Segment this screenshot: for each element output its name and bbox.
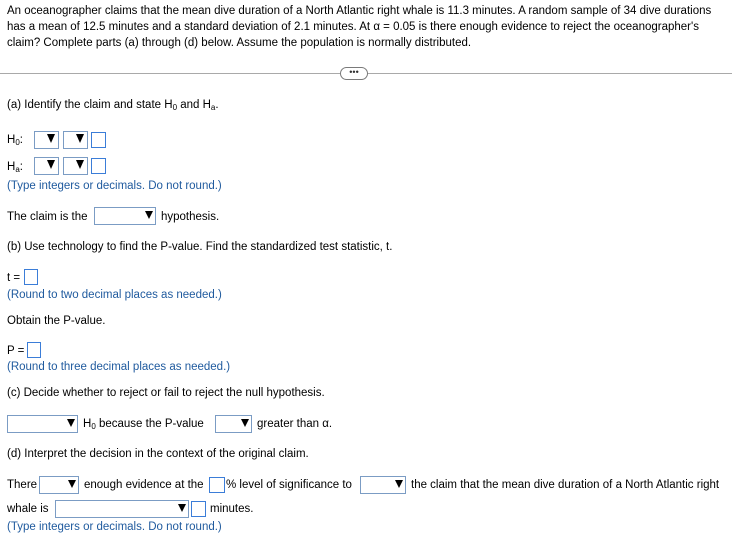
p-label: P = <box>7 345 25 357</box>
part-b-heading: (b) Use technology to find the P-value. Find the standardized test statistic, t. <box>7 241 393 253</box>
ha-operator-dropdown[interactable] <box>63 157 88 175</box>
claim-minutes-input[interactable] <box>191 501 206 517</box>
more-button[interactable]: ••• <box>340 67 368 80</box>
h0-parameter-dropdown[interactable] <box>34 131 59 149</box>
claim-text: the claim that the mean dive duration of a North Atlantic right <box>411 479 720 491</box>
dropdown-arrow-icon <box>241 419 249 427</box>
ha-value-input[interactable] <box>91 158 106 174</box>
part-a-heading: (a) Identify the claim and state $H_0$ and $H_a$. <box>7 99 219 112</box>
dropdown-arrow-icon <box>76 134 84 143</box>
part-d-note: (Type integers or decimals. Do not round.) <box>7 521 222 533</box>
p-note: (Round to three decimal places as needed.) <box>7 361 231 373</box>
enough-text: enough evidence at the <box>84 479 204 491</box>
claim-suffix: hypothesis. <box>161 211 220 223</box>
dropdown-arrow-icon <box>178 504 186 512</box>
dropdown-arrow-icon <box>76 160 84 169</box>
obtain-p-text: Obtain the P-value. <box>7 315 106 327</box>
problem-statement: An oceanographer claims that the mean dive duration of a North Atlantic right whale is 11.3 minutes. A random sample of 34 dive durations has a mean of 12.5 minutes and a standard deviation of 2.1 minutes. At α = 0.05 is there enough evidence to reject the oceanographer's claim? Complete parts (a) through (d) below. Assume the population is normally distributed. <box>7 5 712 49</box>
dropdown-arrow-icon <box>47 160 55 169</box>
there-text: There <box>7 479 38 491</box>
dropdown-arrow-icon <box>395 480 403 488</box>
dropdown-arrow-icon <box>145 211 153 219</box>
reject-support-dropdown[interactable] <box>360 476 406 494</box>
pvalue-comparison-dropdown[interactable] <box>215 415 252 433</box>
claim-prefix: The claim is the <box>7 211 88 223</box>
claim-hypothesis-dropdown[interactable] <box>94 207 156 225</box>
t-label: t = <box>7 272 21 284</box>
dropdown-arrow-icon <box>67 419 75 427</box>
h0-label: $H_0$: <box>7 134 23 147</box>
significance-level-input[interactable] <box>209 477 225 493</box>
dropdown-arrow-icon <box>68 480 76 488</box>
part-c-heading: (c) Decide whether to reject or fail to reject the null hypothesis. <box>7 387 325 399</box>
ha-label: $H_a$: <box>7 161 23 174</box>
decision-dropdown[interactable] <box>7 415 78 433</box>
comparison-suffix: greater than α. <box>257 418 333 430</box>
whale-is-text: whale is <box>7 503 49 515</box>
decision-text: $H_0$ because the P-value <box>83 418 204 431</box>
h0-operator-dropdown[interactable] <box>63 131 88 149</box>
part-a-note: (Type integers or decimals. Do not round.) <box>7 180 222 192</box>
level-text: % level of significance to <box>226 479 352 491</box>
dropdown-arrow-icon <box>47 134 55 143</box>
evidence-dropdown[interactable] <box>39 476 79 494</box>
part-d-heading: (d) Interpret the decision in the context of the original claim. <box>7 448 309 460</box>
p-value-input[interactable] <box>27 342 41 358</box>
minutes-text: minutes. <box>210 503 254 515</box>
t-statistic-input[interactable] <box>24 269 38 285</box>
ha-parameter-dropdown[interactable] <box>34 157 59 175</box>
claim-comparison-dropdown[interactable] <box>55 500 189 518</box>
h0-value-input[interactable] <box>91 132 106 148</box>
t-note: (Round to two decimal places as needed.) <box>7 289 222 301</box>
